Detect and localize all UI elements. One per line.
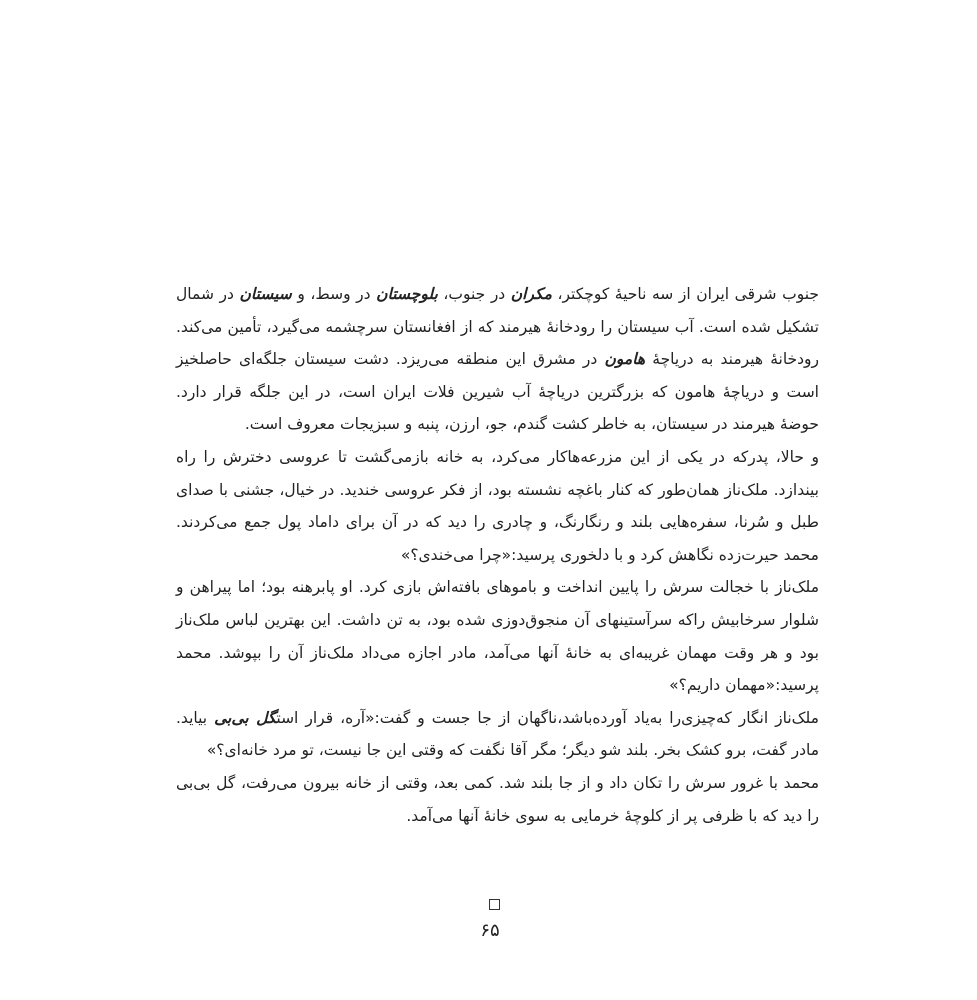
paragraph-text: در جنوب، [437, 285, 511, 303]
emphasized-place-name: گل بی‌بی [214, 708, 277, 727]
emphasized-place-name: هامون [604, 350, 646, 369]
paragraph [176, 441, 819, 571]
paragraph-text: محمد با غرور سرش را تکان داد و از جا بلند شد. کمی بعد، وقتی از خانه بیرون می‌رفت، گل بی‌بی را دید که با ظرفی پر از کلوچهٔ خرمایی به سوی خانهٔ آنها می‌آمد. [176, 773, 819, 825]
section-end-square-icon [489, 899, 500, 910]
emphasized-place-name: مکران [510, 285, 552, 303]
emphasized-place-name: سیستان [239, 285, 292, 303]
paragraph [176, 571, 819, 701]
paragraph-text: ملک‌ناز با خجالت سرش را پایین انداخت و باموهای بافته‌اش بازی کرد. او پابرهنه بود؛ اما پیراهن و شلوار سرخابیش راکه سرآستینهای آن منجوق‌دوزی شده بود، به تن داشت. این بهترین لباس ملک‌ناز بود و هر وقت مهمان غریبه‌ای به خانهٔ آنها می‌آمد، مادر اجازه می‌داد ملک‌ناز آن را بپوشد. محمد پرسید:«مهمان داریم؟» [176, 578, 819, 695]
paragraph-text: در مشرق این منطقه می‌ریزد. دشت سیستان جلگه‌ای حاصلخیز است و دریاچهٔ هامون که بزرگترین دریاچهٔ آب شیرین فلات ایران است، در این جلگه قرار دارد. حوضهٔ هیرمند در سیستان، به خاطر کشت گندم، جو، ارزن، پنبه و سبزیجات معروف است. [176, 350, 819, 434]
paragraph [176, 702, 819, 767]
page-number: ۶۵ [480, 920, 500, 941]
body-text [176, 278, 819, 832]
paragraph-text: در وسط، و [291, 285, 377, 303]
paragraph-text: و حالا، پدرکه در یکی از این مزرعه‌هاکار می‌کرد، به خانه بازمی‌گشت تا عروسی دخترش را راه بیندازد. ملک‌ناز همان‌طور که کنار باغچه نشسته بود، از فکر عروسی خندید. در خیال، جشنی با صدای طبل و سُرنا، سفره‌هایی بلند و رنگارنگ، و چادری را دید که در آن برای داماد پول جمع می‌کردند. محمد حیرت‌زده نگاهش کرد و با دلخوری پرسید:«چرا می‌خندی؟» [176, 447, 819, 564]
paragraph-text: ملک‌ناز انگار که‌چیزی‌را به‌یاد آورده‌باشد،ناگهان از جا جست و گفت:«آره، قرار است [276, 708, 819, 727]
paragraph-text: در شمال تشکیل شده است. آب سیستان را رودخانهٔ هیرمند که از افغانستان سرچشمه می‌گیرد، تأمین می‌کند. رودخانهٔ هیرمند به دریاچهٔ [176, 285, 820, 369]
paragraph [176, 767, 819, 832]
emphasized-place-name: بلوچستان [376, 285, 438, 303]
paragraph-text: جنوب شرقی ایران از سه ناحیهٔ کوچکتر، [551, 285, 819, 303]
paragraph-text: بیاید. مادر گفت، برو کشک بخر. بلند شو دیگر؛ مگر آقا نگفت که وقتی این جا نیست، تو مرد خانه‌ای؟» [176, 708, 819, 760]
paragraph [176, 278, 819, 441]
